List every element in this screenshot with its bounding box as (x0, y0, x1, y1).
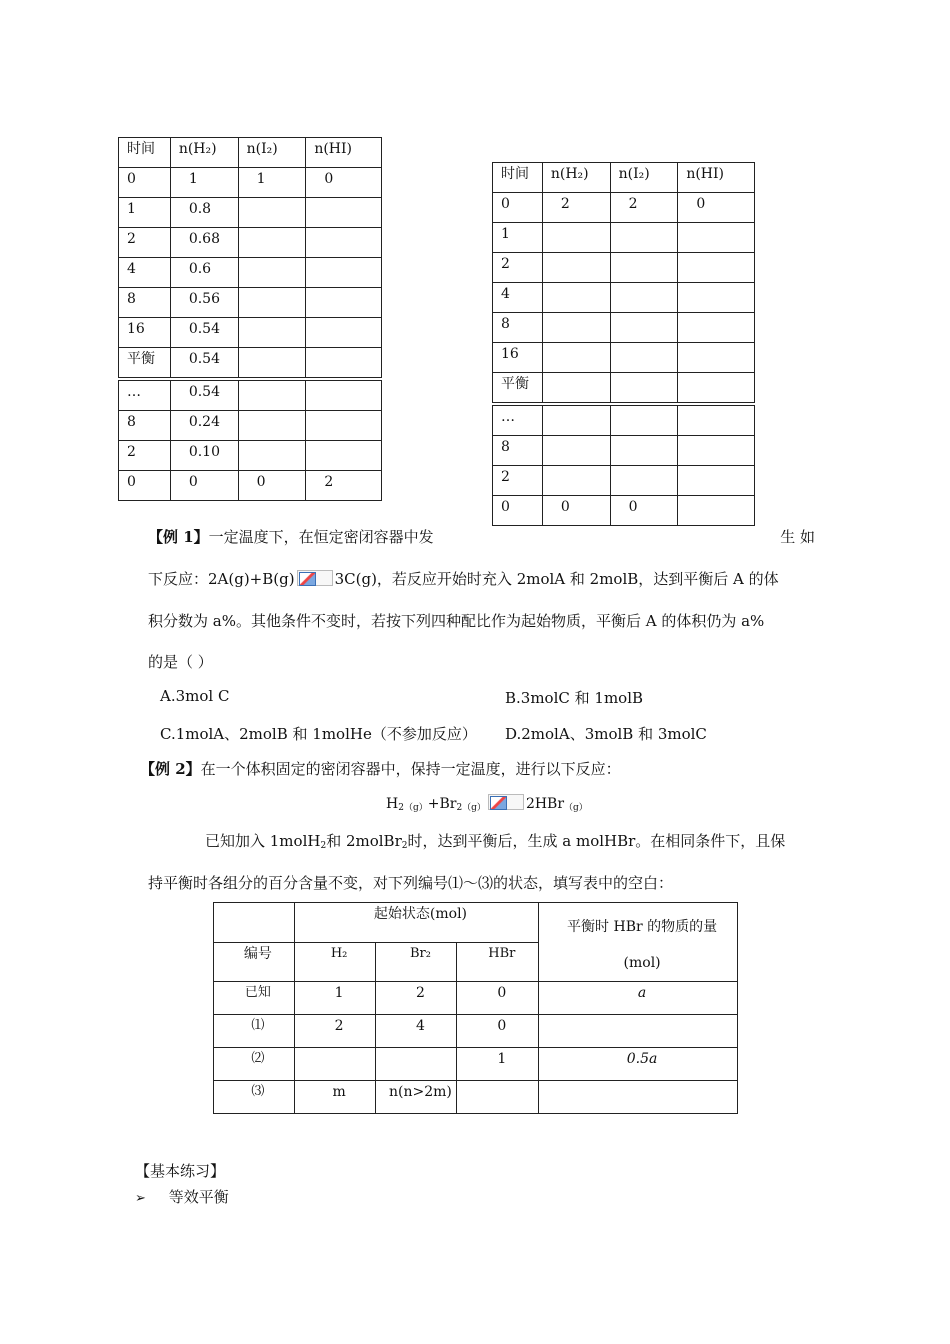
table-cell (542, 313, 610, 343)
arrow-bullet-icon: ➢ (135, 1191, 146, 1206)
eq-br2-sub: 2（g） (456, 803, 486, 813)
table-cell: 0 (610, 496, 678, 526)
table-cell (678, 283, 755, 313)
table-cell (610, 373, 678, 405)
table-cell: 已知 (214, 982, 295, 1015)
table-cell: 1 (238, 168, 306, 198)
table-cell (306, 348, 382, 380)
practice-item (135, 1186, 229, 1207)
table-cell: 2 (542, 193, 610, 223)
table-cell: 2 (294, 1015, 376, 1048)
table-cell (610, 436, 678, 466)
table-cell: 0 (119, 471, 171, 501)
example2-equation (386, 794, 588, 813)
state-table-h2-header: H₂ (294, 942, 376, 982)
state-table-eq-header-2: (mol) (623, 955, 661, 971)
equilibrium-arrow-icon (297, 570, 333, 586)
example1-text1: 一定温度下，在恒定密闭容器中发 (208, 528, 434, 546)
column-header: n(HI) (306, 138, 382, 168)
table-cell (542, 373, 610, 405)
table-cell: 2 (376, 982, 457, 1015)
table-cell (678, 496, 755, 526)
table-cell (678, 223, 755, 253)
table-cell (238, 228, 306, 258)
table-cell (542, 404, 610, 436)
example2-text2a: 已知加入 1molH (205, 832, 321, 850)
table-cell (306, 258, 382, 288)
table-row (214, 982, 738, 1015)
table-cell: ⑶ (214, 1081, 295, 1114)
eq-br2: +Br (427, 796, 457, 812)
table-row (119, 168, 382, 198)
state-table-corner (214, 903, 295, 943)
option-d: D.2molA、3molB 和 3molC (505, 725, 707, 743)
table-row (119, 471, 382, 501)
table-cell: 0 (306, 168, 382, 198)
column-header: n(I₂) (238, 138, 306, 168)
table-cell (238, 379, 306, 411)
example1-line1 (148, 526, 815, 547)
table-cell: 1 (457, 1048, 539, 1081)
example1-line4: 的是（ ） (148, 653, 213, 671)
eq-h2: H (386, 796, 399, 812)
example2-line1 (140, 758, 621, 779)
table-cell (542, 436, 610, 466)
table-cell: 0.10 (170, 441, 238, 471)
table-cell (610, 253, 678, 283)
table-cell (238, 318, 306, 348)
table-cell (542, 466, 610, 496)
table-cell: 2 (493, 466, 543, 496)
column-header: n(H₂) (170, 138, 238, 168)
option-a: A.3mol C (160, 687, 230, 705)
table-cell: m (294, 1081, 376, 1114)
table-cell (306, 411, 382, 441)
example1-text1-right: 生 如 (780, 528, 815, 546)
table-cell: 16 (493, 343, 543, 373)
eq-hbr: 2HBr (525, 796, 565, 812)
example2-sub1: 2 (320, 841, 327, 851)
table-cell (306, 379, 382, 411)
table-cell (542, 253, 610, 283)
table-cell: 8 (119, 411, 171, 441)
example2-label: 【例 2】 (140, 760, 201, 778)
state-table-eq-header-1: 平衡时 HBr 的物质的量 (567, 919, 718, 935)
time-table-1 (118, 137, 382, 501)
table-cell (610, 313, 678, 343)
table-row (493, 313, 755, 343)
table-cell (306, 198, 382, 228)
table-cell (610, 343, 678, 373)
example2-sub2: 2 (401, 841, 408, 851)
example2-text2c: 时，达到平衡后，生成 a molHBr。在相同条件下，且保 (407, 832, 786, 850)
table-cell (238, 411, 306, 441)
table-cell: 0 (238, 471, 306, 501)
table-row (119, 288, 382, 318)
time-table-2 (492, 162, 755, 526)
example2-text2b: 和 2molBr (326, 832, 402, 850)
table-cell (238, 258, 306, 288)
table-cell (678, 253, 755, 283)
table-cell: 4 (376, 1015, 457, 1048)
table-cell (610, 223, 678, 253)
table-cell (542, 223, 610, 253)
table-cell: 平衡 (493, 373, 543, 405)
table-row (214, 1048, 738, 1081)
eq-h2-sub: 2（g） (398, 803, 428, 813)
table-cell (457, 1081, 539, 1114)
example1-line3: 积分数为 a%。其他条件不变时，若按下列四种配比作为起始物质，平衡后 A 的体积仍为 a% (148, 612, 765, 630)
table-cell: 8 (493, 313, 543, 343)
table-cell: … (119, 379, 171, 411)
state-table-hbr-header: HBr (457, 942, 539, 982)
example2-text1: 在一个体积固定的密闭容器中，保持一定温度，进行以下反应： (200, 760, 621, 778)
table-cell (306, 441, 382, 471)
table-cell (294, 1048, 376, 1081)
table-cell: 0 (493, 193, 543, 223)
table-cell (678, 343, 755, 373)
table-header-row (493, 163, 755, 193)
eq-hbr-sub: （g） (564, 803, 588, 813)
table-cell: 0.6 (170, 258, 238, 288)
table-row (119, 198, 382, 228)
table-cell (678, 313, 755, 343)
table-cell: 2 (610, 193, 678, 223)
table-row (493, 373, 755, 405)
table-row (214, 1015, 738, 1048)
table-cell: 0.54 (170, 348, 238, 380)
table-cell: 1 (170, 168, 238, 198)
table-row (119, 348, 382, 380)
table-cell: 2 (493, 253, 543, 283)
example1-text2a: 下反应：2A(g)+B(g) (148, 570, 295, 588)
table-row (493, 223, 755, 253)
table-cell (542, 283, 610, 313)
table-cell: … (493, 404, 543, 436)
table-cell (238, 198, 306, 228)
table-cell: 平衡 (119, 348, 171, 380)
table-row (493, 343, 755, 373)
table-cell: 0 (457, 982, 539, 1015)
table-row (493, 193, 755, 223)
option-c: C.1molA、2molB 和 1molHe（不参加反应） (160, 725, 477, 743)
hbr-equilibrium-cell (539, 1081, 738, 1114)
table-row (119, 411, 382, 441)
table-cell (610, 283, 678, 313)
state-table-id-header: 编号 (214, 942, 295, 982)
table-cell: 0 (678, 193, 755, 223)
table-cell (678, 466, 755, 496)
table-cell: 0 (493, 496, 543, 526)
table-cell (306, 228, 382, 258)
practice-item-label: 等效平衡 (168, 1188, 229, 1206)
table-cell (376, 1048, 457, 1081)
state-table (213, 902, 738, 1114)
table-cell: 0 (542, 496, 610, 526)
table-cell: 1 (119, 198, 171, 228)
table-cell: 16 (119, 318, 171, 348)
table-cell: 2 (306, 471, 382, 501)
column-header: 时间 (493, 163, 543, 193)
table-cell: 2 (119, 228, 171, 258)
table-cell: 0.56 (170, 288, 238, 318)
example2-line2 (205, 830, 785, 851)
table-cell: 0 (457, 1015, 539, 1048)
table-cell (306, 318, 382, 348)
table-cell (542, 343, 610, 373)
table-row (493, 253, 755, 283)
table-cell (238, 348, 306, 380)
example2-line3: 持平衡时各组分的百分含量不变，对下列编号⑴～⑶的状态，填写表中的空白： (148, 874, 674, 892)
table-header-row (119, 138, 382, 168)
table-cell: 2 (119, 441, 171, 471)
column-header: n(H₂) (542, 163, 610, 193)
table-cell: 0.54 (170, 318, 238, 348)
table-row (119, 379, 382, 411)
state-table-eq-header (539, 903, 738, 982)
hbr-equilibrium-cell: 0.5a (539, 1048, 738, 1081)
hbr-equilibrium-cell: a (539, 982, 738, 1015)
example1-label: 【例 1】 (148, 528, 209, 546)
table-cell (610, 466, 678, 496)
table-cell (678, 436, 755, 466)
state-table-header-1 (214, 903, 738, 943)
table-cell (678, 373, 755, 405)
table-cell: 8 (119, 288, 171, 318)
state-table-br2-header: Br₂ (376, 942, 457, 982)
state-table-start-header: 起始状态(mol) (294, 903, 538, 943)
hbr-equilibrium-cell (539, 1015, 738, 1048)
table-row (493, 283, 755, 313)
table-cell (610, 404, 678, 436)
column-header: n(I₂) (610, 163, 678, 193)
table-cell: 4 (493, 283, 543, 313)
table-cell: ⑴ (214, 1015, 295, 1048)
option-b: B.3molC 和 1molB (505, 689, 644, 707)
table-row (119, 228, 382, 258)
table-cell: 0 (170, 471, 238, 501)
table-cell (238, 288, 306, 318)
table-cell: 1 (294, 982, 376, 1015)
column-header: 时间 (119, 138, 171, 168)
table-cell: 4 (119, 258, 171, 288)
table-cell: 8 (493, 436, 543, 466)
table-row (119, 441, 382, 471)
table-cell (306, 288, 382, 318)
table-cell: 1 (493, 223, 543, 253)
table-cell: ⑵ (214, 1048, 295, 1081)
table-row (493, 436, 755, 466)
table-row (119, 258, 382, 288)
table-row (493, 466, 755, 496)
table-row (214, 1081, 738, 1114)
table-row (493, 496, 755, 526)
table-cell: 0.54 (170, 379, 238, 411)
table-cell (678, 404, 755, 436)
table-cell (238, 441, 306, 471)
column-header: n(HI) (678, 163, 755, 193)
example1-text2b: 3C(g)，若反应开始时充入 2molA 和 2molB，达到平衡后 A 的体 (334, 570, 779, 588)
table-cell: 0.24 (170, 411, 238, 441)
example1-line2 (148, 568, 779, 589)
practice-heading: 【基本练习】 (135, 1162, 226, 1180)
table-cell: 0 (119, 168, 171, 198)
table-row (493, 404, 755, 436)
table-cell: 0.68 (170, 228, 238, 258)
table-cell: n(n>2m) (376, 1081, 457, 1114)
table-row (119, 318, 382, 348)
table-cell: 0.8 (170, 198, 238, 228)
equilibrium-arrow-icon (488, 794, 524, 810)
